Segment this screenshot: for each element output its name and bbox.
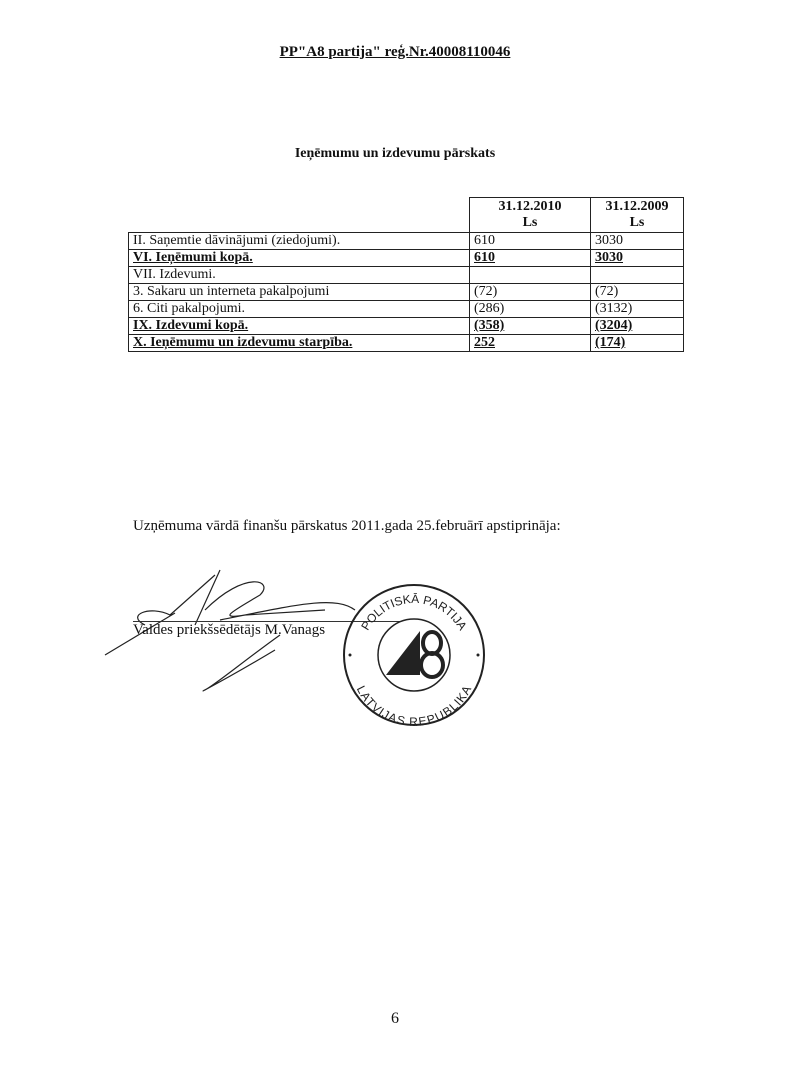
column-date: 31.12.2009	[605, 199, 669, 214]
value-2010-text: 252	[474, 335, 495, 350]
value-2009-text: 3030	[595, 233, 623, 248]
column-header-2009	[591, 198, 684, 233]
value-2010	[470, 233, 591, 250]
value-2010-text: 610	[474, 250, 495, 265]
value-2009-text: 3030	[595, 250, 623, 265]
value-2009-text: (3132)	[595, 301, 633, 316]
row-label-text: VI. Ieņēmumi kopā.	[133, 250, 253, 265]
value-2009	[591, 250, 684, 267]
row-label	[129, 284, 470, 301]
value-2009	[591, 301, 684, 318]
value-2009	[591, 233, 684, 250]
value-2010	[470, 250, 591, 267]
income-expense-table	[128, 197, 684, 352]
approval-statement: Uzņēmuma vārdā finanšu pārskatus 2011.gada 25.februārī apstiprināja:	[133, 518, 561, 534]
value-2010-text: 610	[474, 233, 495, 248]
value-2010-text: (358)	[474, 318, 505, 333]
value-2009-text: (72)	[595, 284, 619, 299]
row-label-text: II. Saņemtie dāvinājumi (ziedojumi).	[133, 233, 341, 248]
row-label-text: 3. Sakaru un interneta pakalpojumi	[133, 284, 330, 299]
table-row	[129, 318, 684, 335]
report-title: Ieņēmumu un izdevumu pārskats	[294, 146, 496, 161]
row-label	[129, 233, 470, 250]
table-row	[129, 335, 684, 352]
value-2010	[470, 284, 591, 301]
stamp-bottom-text: LATVIJAS REPUBLIKA	[353, 683, 475, 728]
row-label	[129, 318, 470, 335]
signer-name: Valdes priekšsēdētājs M.Vanags	[133, 622, 326, 638]
value-2009	[591, 284, 684, 301]
page-number: 6	[391, 1010, 399, 1027]
header-empty-cell	[129, 198, 470, 233]
table-row	[129, 233, 684, 250]
table-row	[129, 250, 684, 267]
value-2009	[591, 267, 684, 284]
value-2010	[470, 267, 591, 284]
row-label-text: 6. Citi pakalpojumi.	[133, 301, 245, 316]
svg-text:LATVIJAS REPUBLIKA	[354, 683, 474, 728]
row-label-text: X. Ieņēmumu un izdevumu starpība.	[133, 335, 353, 350]
table-row	[129, 284, 684, 301]
value-2009-text: (3204)	[595, 318, 633, 333]
value-2010	[470, 335, 591, 352]
column-currency: Ls	[629, 215, 645, 230]
value-2010	[470, 318, 591, 335]
column-header-2010	[470, 198, 591, 233]
row-label	[129, 301, 470, 318]
value-2010-text: (286)	[474, 301, 505, 316]
value-2010	[470, 301, 591, 318]
row-label	[129, 250, 470, 267]
document-header: PP"A8 partija" reģ.Nr.40008110046	[279, 44, 511, 60]
column-currency: Ls	[522, 215, 538, 230]
table-row	[129, 301, 684, 318]
value-2009	[591, 335, 684, 352]
table-row	[129, 267, 684, 284]
row-label	[129, 335, 470, 352]
value-2009-text: (174)	[595, 335, 626, 350]
row-label-text: IX. Izdevumi kopā.	[133, 318, 249, 333]
row-label-text: VII. Izdevumi.	[133, 267, 216, 282]
value-2009	[591, 318, 684, 335]
stamp-top-text: POLITISKĀ PARTIJA	[358, 591, 470, 633]
row-label	[129, 267, 470, 284]
value-2010-text: (72)	[474, 284, 498, 299]
table-header-row	[129, 198, 684, 233]
column-date: 31.12.2010	[498, 199, 562, 214]
party-stamp	[340, 583, 488, 728]
